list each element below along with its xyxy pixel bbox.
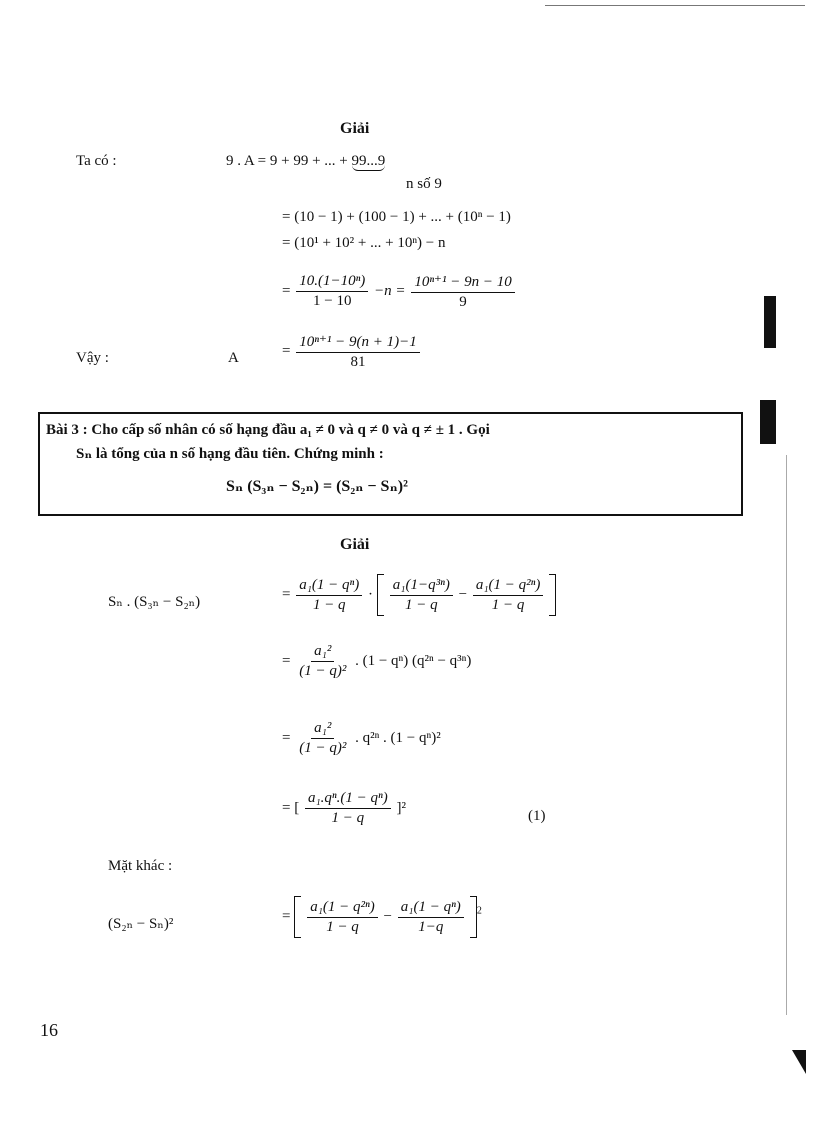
equals-sign: = [282, 729, 291, 746]
equation-line-2: = (10 − 1) + (100 − 1) + ... + (10ⁿ − 1) [282, 209, 511, 225]
page-number: 16 [40, 1020, 58, 1040]
equation-line-4 [282, 272, 517, 311]
equals-bracket: = [ [282, 799, 300, 816]
fraction [307, 899, 378, 936]
fraction-numerator: 10.(1−10ⁿ) [296, 273, 368, 292]
eq-s2n-lhs: (S₂ₙ − Sₙ)² [108, 916, 174, 932]
equation-step-2 [282, 643, 471, 680]
scan-edge-line [786, 455, 787, 1015]
fraction-numerator: a₁(1 − qⁿ) [296, 577, 362, 596]
equals-sign: = [282, 652, 291, 669]
left-bracket [377, 574, 384, 616]
fraction-denominator: 81 [350, 354, 366, 370]
equation-line-1 [226, 153, 385, 171]
minus-sign: − [458, 586, 468, 603]
dot-operator: · [368, 586, 374, 603]
problem-statement: Sₙ (S₃ₙ − S₂ₙ) = (S₂ₙ − Sₙ)² [226, 478, 408, 495]
exponent: 2 [476, 905, 482, 917]
equals-sign: = [282, 342, 291, 359]
equation-step-4 [282, 790, 406, 827]
fraction [473, 577, 544, 614]
solution-heading: Giải [340, 120, 370, 137]
fraction [305, 790, 391, 827]
fraction-numerator: a₁² [311, 643, 334, 662]
fraction-denominator: 1−q [418, 918, 444, 935]
expression-tail: . q²ⁿ . (1 − qⁿ)² [355, 729, 441, 746]
close-bracket-square: ]² [396, 799, 406, 816]
underbrace-label: n số 9 [406, 176, 442, 192]
eq-s2n-rhs [282, 896, 482, 938]
scan-top-rule [545, 5, 805, 6]
underbrace-term: 99...9 [351, 153, 386, 169]
eq-sn-lhs: Sₙ . (S₃ₙ − S₂ₙ) [108, 594, 201, 610]
fraction [296, 643, 349, 680]
right-bracket [470, 896, 477, 938]
fraction-denominator: 1 − 10 [313, 293, 352, 309]
fraction-numerator: 10ⁿ⁺¹ − 9(n + 1)−1 [296, 332, 420, 353]
scan-edge-mark [760, 400, 776, 444]
label-mat-khac: Mặt khác : [108, 858, 173, 874]
fraction-numerator: a₁(1 − q²ⁿ) [473, 577, 544, 596]
equals-sign: = [282, 586, 291, 603]
fraction-denominator: 1 − q [331, 810, 365, 826]
equation-tag: (1) [528, 808, 546, 824]
expression-tail: . (1 − qⁿ) (q²ⁿ − q³ⁿ) [355, 652, 472, 669]
fraction-denominator: 1 − q [405, 596, 438, 613]
fraction-denominator: (1 − q)² [299, 740, 347, 756]
equals-sign: = [282, 282, 291, 299]
minus-n: −n = [374, 282, 406, 299]
var-a: A [228, 350, 239, 366]
label-ta-co: Ta có : [76, 153, 117, 169]
equation-step-3 [282, 720, 441, 757]
fraction [296, 720, 349, 757]
fraction [296, 577, 362, 614]
problem-line-2: Sₙ là tổng của n số hạng đầu tiên. Chứng minh : [76, 446, 384, 462]
fraction-denominator: 1 − q [312, 596, 346, 613]
equals-sign: = [282, 908, 291, 925]
problem-line-1: Bài 3 : Cho cấp số nhân có số hạng đầu a₁ ≠ 0 và q ≠ 0 và q ≠ ± 1 . Gọi [46, 422, 490, 438]
label-vay: Vậy : [76, 350, 109, 366]
fraction [296, 273, 368, 310]
fraction-denominator: 1 − q [326, 918, 359, 935]
fraction-denominator: 1 − q [491, 596, 525, 613]
fraction-numerator: a₁(1 − qⁿ) [398, 899, 464, 918]
equation-result [282, 332, 422, 371]
fraction-numerator: 10ⁿ⁺¹ − 9n − 10 [411, 272, 514, 293]
fraction-numerator: a₁(1−q³ⁿ) [390, 577, 453, 596]
eq-sn-rhs [282, 574, 556, 616]
fraction-numerator: a₁.qⁿ.(1 − qⁿ) [305, 790, 391, 809]
fraction-denominator: 9 [459, 294, 467, 310]
fraction-numerator: a₁(1 − q²ⁿ) [307, 899, 378, 918]
solution-heading-2: Giải [340, 536, 370, 553]
left-bracket [294, 896, 301, 938]
minus-sign: − [383, 908, 392, 925]
equation-line-3: = (10¹ + 10² + ... + 10ⁿ) − n [282, 235, 446, 251]
scan-edge-mark [764, 296, 776, 348]
scan-corner-mark [792, 1050, 806, 1074]
right-bracket [549, 574, 556, 616]
fraction-numerator: a₁² [311, 720, 334, 739]
fraction-denominator: (1 − q)² [299, 663, 347, 679]
fraction [390, 577, 453, 614]
fraction [411, 272, 514, 311]
fraction [398, 899, 464, 936]
eq1-lhs: 9 . A = 9 + 99 + ... + [226, 153, 348, 169]
fraction [296, 332, 420, 371]
